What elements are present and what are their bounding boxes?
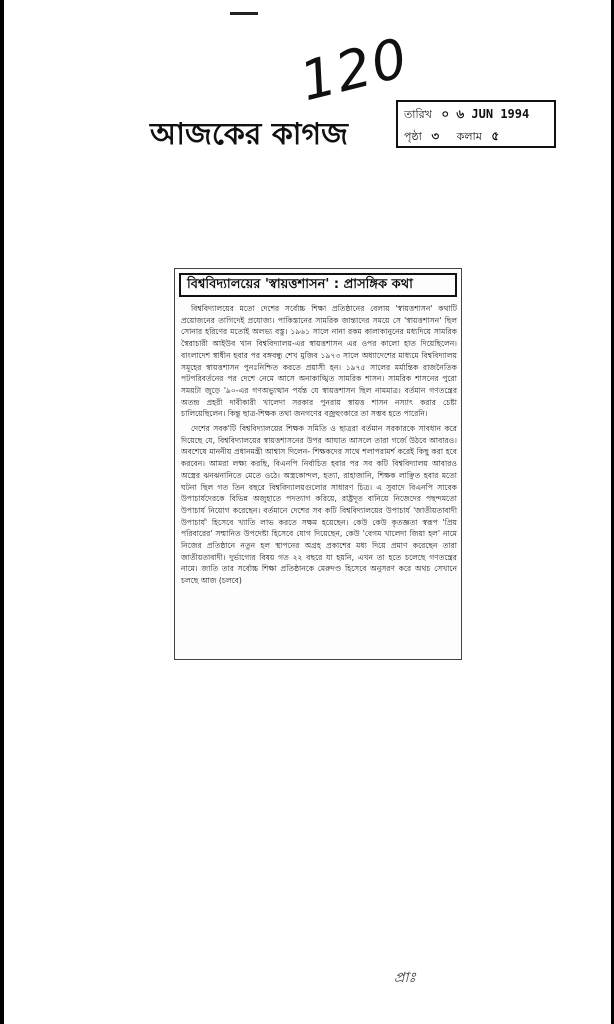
- scan-edge-left: [0, 0, 4, 1024]
- stamp-date-label: তারিখ: [404, 108, 432, 121]
- article-paragraph: বিশ্ববিদ্যালয়ের মতো দেশের সর্বোচ্চ শিক্ষা প্রতিষ্ঠানের বেলায় 'স্বায়ত্তশাসন' কথাটি প্রয়োজনের তাগিদেই প্রযোজ্য। পাকিস্তানের সামরিক জান্তাদের সময়ে সে 'স্বায়ত্তশাসন' ছিল সোনার হরিণের মতোই অলভ্য বস্তু। ১৯৬১ সালে নানা রকম কালাকানুনের মধ্যদিয়ে সামরিক স্বৈরাচারী আইউব খান বিশ্ববিদ্যালয়-এর স্বায়ত্তশাসন এর ওপর কালো হাত দিয়েছিলেন। বাংলাদেশ স্বাধীন হবার পর বঙ্গবন্ধু শেখ মুজিব ১৯৭৩ সালে অধ্যাদেশের মাধ্যমে বিশ্ববিদ্যালয় সমূহের স্বায়ত্তশাসন পুনঃনিশ্চিত করতে প্রয়াসী হন। ১৯৭৫ সালের মর্মান্তিক রাজনৈতিক পটপরিবর্তনের পর দেশে নেমে আসে অনাকাঙ্খিত সামরিক শাসন। সামরিক শাসনের পুরো সময়টা জুড়ে '৯০-এর গণঅভ্যুত্থান পর্যন্ত যে স্বায়ত্তশাসন ছিল নামমাত্র। বর্তমান গণতন্ত্রের অতন্দ্র প্রহরী দাবীকারী খালেদা সরকার পুনরায় স্বায়ত্ত শাসন নস্যাৎ করার চেষ্টা চালিয়েছিলেন। কিন্তু ছাত্র-শিক্ষক তথা জনগণের বজ্রহুংকারে তা সম্ভব হতে পারেনি।: [181, 304, 457, 419]
- stamp-date-row: [404, 106, 529, 126]
- stamp-column-value: ৫: [491, 129, 500, 143]
- stamp-page-row: [404, 128, 499, 148]
- stamp-date-value: ০ ৬ JUN 1994: [441, 107, 530, 121]
- top-punch-mark: [230, 12, 258, 15]
- date-stamp: [396, 100, 556, 148]
- stamp-page-value: ৩: [431, 129, 440, 143]
- newspaper-masthead: আজকের কাগজ: [150, 117, 349, 152]
- stamp-page-label: পৃষ্ঠা: [404, 130, 422, 143]
- bottom-handwritten-mark: প্রাঃ: [394, 970, 416, 986]
- article-paragraph: দেশের সবক'টি বিশ্ববিদ্যালয়ের শিক্ষক সমিতি ও ছাত্ররা বর্তমান সরকারকে সাবধান করে দিয়েছে যে, বিশ্ববিদ্যালয়ের স্বায়ত্তশাসনের উপর আঘাত আসলে তারা গর্জে উঠবে আবারও। অবশেষে মাননীয় প্রধানমন্ত্রী আশ্বাস দিলেন- শিক্ষকদের সাথে শলাপরামর্শ করেই কিছু করা হবে করবেন। আমরা লক্ষ্য করছি, বিএনপি নির্বাচিত হবার পর সব কটি বিশ্ববিদ্যালয় আবারও অস্ত্রের ঝনঝনানিতে মেতে ওঠে। অস্ত্রকোন্দল, হত্যা, রাহাজানি, শিক্ষক লাঞ্ছিত হবার মতো ঘটনা ছিল গত তিন বছরে বিশ্ববিদ্যালয়গুলোর সাধারণ চিত্র। এ সুবাদে বিএনপি সাবেক উপাচার্যদেরকে বিভিন্ন অজুহাতে পদত্যাগ করিয়ে, রাষ্ট্রদূত বানিয়ে নিজেদের পছন্দমতো উপাচার্য নিয়োগ করেছেন। বর্তমানে দেশের সব কটি বিশ্ববিদ্যালয়ের উপাচার্য 'জাতীয়তাবাদী উপাচার্য' হিসেবে খ্যাতি লাভ করতে সক্ষম হয়েছেন। কেউ কেউ কৃতজ্ঞতা স্বরূপ 'প্রিয় পরিবারের' সম্মানিত উপদেষ্টা হিসেবে যোগ দিয়েছেন, কেউ 'বেগম খালেদা জিয়া হল' নামে নিজের প্রতিষ্ঠানে নতুন হল স্থাপনের অগ্রহ প্রকাশের মধ্য দিয়ে প্রমাণ করেছেন তারা জাতীয়তাবাদী। দুর্ভাগ্যের বিষয় গত ২২ বছরে যা হয়নি, এখন তা হতে চলেছে গণতন্ত্রের নামে। জাতি তার সর্বোচ্চ শিক্ষা প্রতিষ্ঠানকে মেরুদণ্ড হিসেবে অনুসরণ করে অথচ সেখানে চলছে আজ (চলবে): [181, 424, 457, 586]
- newspaper-clipping: [174, 268, 462, 660]
- stamp-column-label: কলাম: [456, 130, 482, 143]
- article-body: [181, 303, 457, 590]
- folio-number: 120: [293, 25, 416, 114]
- article-headline: বিশ্ববিদ্যালয়ের 'স্বায়ত্তশাসন' : প্রাসঙ্গিক কথা: [179, 273, 457, 297]
